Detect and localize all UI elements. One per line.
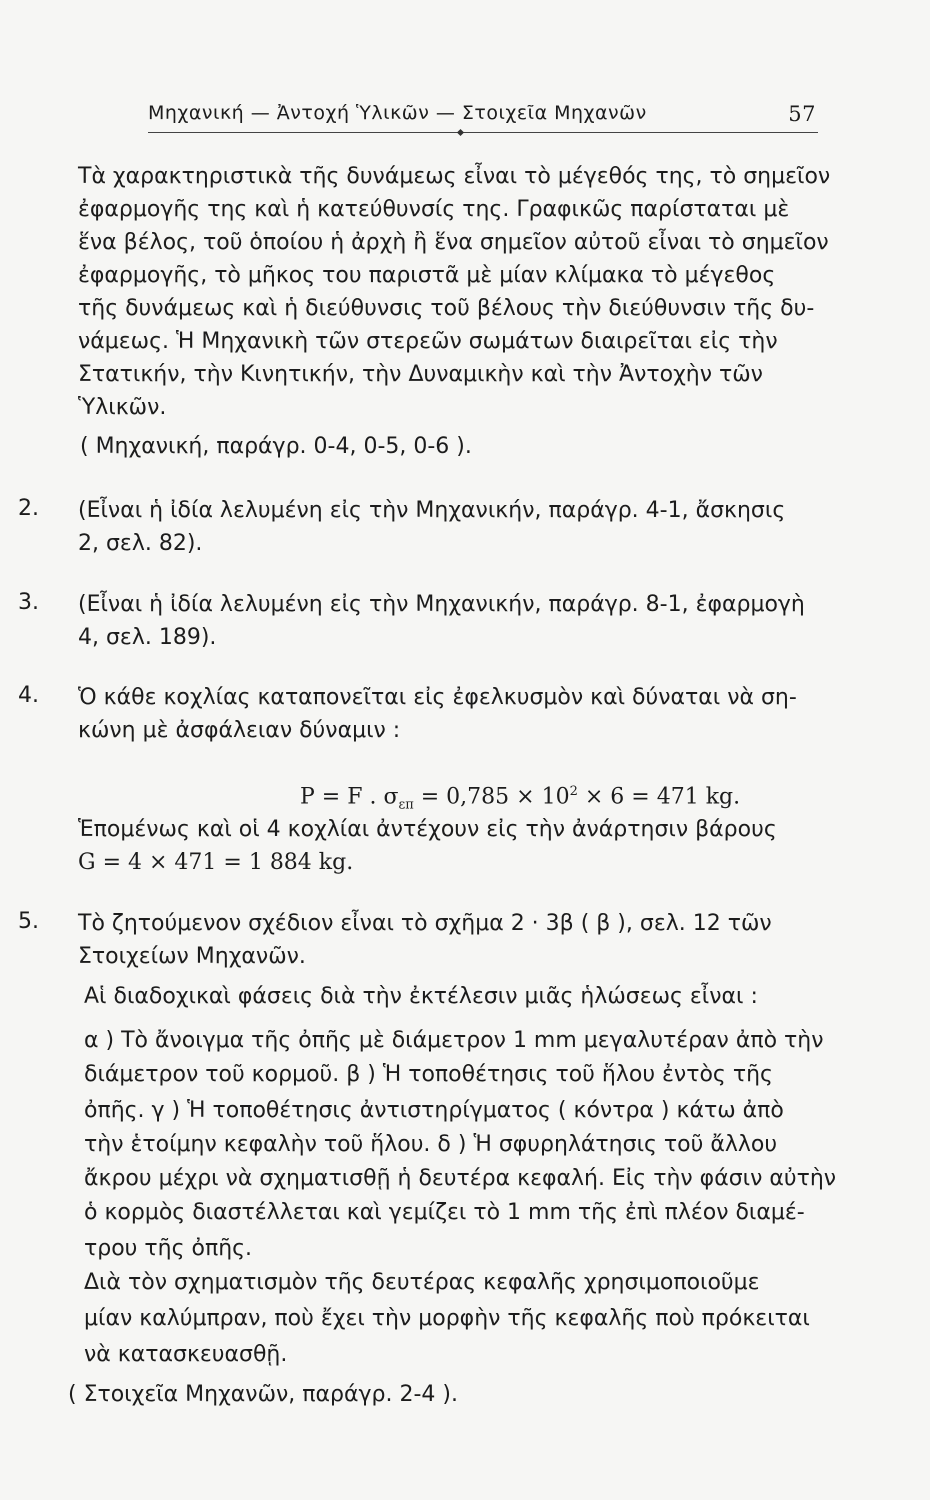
text-line: τρου τῆς ὀπῆς. [84,1236,253,1261]
text-line: τῆς δυνάμεως καὶ ἡ διεύθυνσις τοῦ βέλους τὴν διεύθυνσιν τῆς δυ- [78,296,815,321]
item-number: 3. [18,590,39,615]
text-line: ὁ κορμὸς διαστέλλεται καὶ γεμίζει τὸ 1 mm τῆς ἐπὶ πλέον διαμέ- [84,1200,805,1225]
text-line: ἕνα βέλος, τοῦ ὁποίου ἡ ἀρχὴ ἢ ἕνα σημεῖον αὐτοῦ εἶναι τὸ σημεῖον [78,230,829,255]
text-line: Διὰ τὸν σχηματισμὸν τῆς δευτέρας κεφαλῆς χρησιμοποιοῦμε [84,1270,760,1295]
header-rule [148,132,818,133]
rule-ornament [457,129,464,136]
text-line: νὰ κατασκευασθῇ. [84,1342,288,1367]
text-line: Στατικήν, τὴν Κινητικήν, τὴν Δυναμικὴν καὶ τὴν Ἀντοχὴν τῶν [78,362,763,387]
text-line: ὀπῆς. γ ) Ἡ τοποθέτησις ἀντιστηρίγματος ( κόντρα ) κάτω ἀπὸ [84,1098,784,1123]
text-line: Τὰ χαρακτηριστικὰ τῆς δυνάμεως εἶναι τὸ μέγεθός της, τὸ σημεῖον [78,164,831,189]
text-line: α ) Τὸ ἄνοιγμα τῆς ὀπῆς μὲ διάμετρον 1 mm μεγαλυτέραν ἀπὸ τὴν [84,1028,824,1053]
formula-lhs: P = F . σ [300,784,399,810]
running-title: Μηχανική — Ἀντοχή Ὑλικῶν — Στοιχεῖα Μηχανῶν [148,102,647,124]
item-number: 5. [18,909,39,934]
item-number: 4. [18,683,39,708]
text-line: μίαν καλύμπραν, ποὺ ἔχει τὴν μορφὴν τῆς κεφαλῆς ποὺ πρόκειται [84,1306,810,1331]
text-line: Ὁ κάθε κοχλίας καταπονεῖται εἰς ἐφελκυσμὸν καὶ δύναται νὰ ση- [78,685,797,710]
text-line: Ἑπομένως καὶ οἱ 4 κοχλίαι ἀντέχουν εἰς τὴν ἀνάρτησιν βάρους [78,817,777,842]
item-number: 2. [18,496,39,521]
text-line: Αἱ διαδοχικαὶ φάσεις διὰ τὴν ἐκτέλεσιν μιᾶς ἡλώσεως εἶναι : [84,984,758,1009]
text-line: διάμετρον τοῦ κορμοῦ. β ) Ἡ τοποθέτησις τοῦ ἥλου ἐντὸς τῆς [84,1062,773,1087]
formula-mid: = 0,785 × 10 [413,784,570,810]
text-line: Τὸ ζητούμενον σχέδιον εἶναι τὸ σχῆμα 2 · 3β ( β ), σελ. 12 τῶν [78,911,772,936]
reference-line: ( Στοιχεῖα Μηχανῶν, παράγρ. 2-4 ). [68,1382,458,1407]
text-line: Ὑλικῶν. [78,395,167,420]
text-line: (Εἶναι ἡ ἰδία λελυμένη εἰς τὴν Μηχανικήν, παράγρ. 8-1, ἐφαρμογὴ [78,592,805,617]
page-number: 57 [788,102,816,126]
text-line: κώνη μὲ ἀσφάλειαν δύναμιν : [78,718,401,743]
text-line: 2, σελ. 82). [78,531,203,556]
text-line: ἄκρου μέχρι νὰ σχηματισθῇ ἡ δευτέρα κεφαλή. Εἰς τὴν φάσιν αὐτὴν [84,1166,837,1191]
text-line: G = 4 × 471 = 1 884 kg. [78,850,354,875]
text-line: τὴν ἑτοίμην κεφαλὴν τοῦ ἥλου. δ ) Ἡ σφυρηλάτησις τοῦ ἄλλου [84,1132,778,1157]
text-line: ἐφαρμογῆς, τὸ μῆκος του παριστᾶ μὲ μίαν κλίμακα τὸ μέγεθος [78,263,776,288]
formula-exponent: 2 [569,784,578,799]
text-line: νάμεως. Ἡ Μηχανικὴ τῶν στερεῶν σωμάτων διαιρεῖται εἰς τὴν [78,329,778,354]
text-line: ἐφαρμογῆς της καὶ ἡ κατεύθυνσίς της. Γραφικῶς παρίσταται μὲ [78,197,790,222]
formula-rhs: × 6 = 471 kg. [577,784,741,810]
text-line: Στοιχείων Μηχανῶν. [78,944,306,969]
formula-subscript: επ [398,797,414,813]
reference-line: ( Μηχανική, παράγρ. 0-4, 0-5, 0-6 ). [80,434,472,459]
text-line: 4, σελ. 189). [78,625,217,650]
text-line: (Εἶναι ἡ ἰδία λελυμένη εἰς τὴν Μηχανικήν, παράγρ. 4-1, ἄσκησις [78,498,786,523]
